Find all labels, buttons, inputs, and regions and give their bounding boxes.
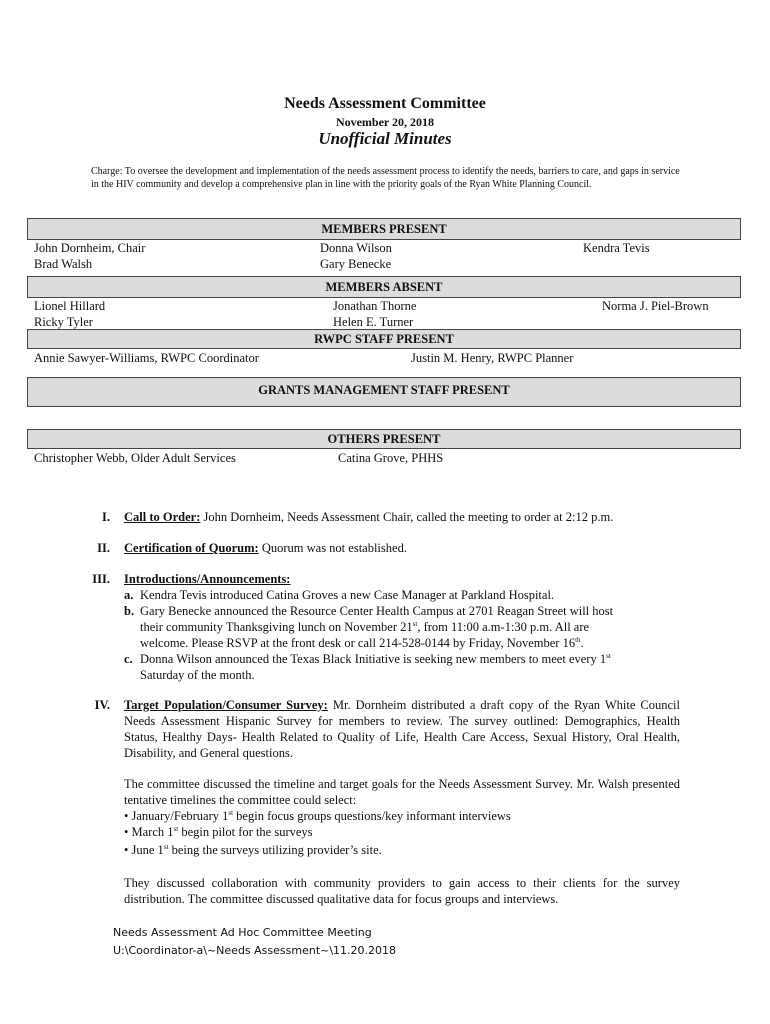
attendee-name: Annie Sawyer-Williams, RWPC Coordinator bbox=[34, 351, 259, 365]
list-item bbox=[124, 808, 680, 824]
section-heading: Target Population/Consumer Survey: bbox=[124, 698, 328, 712]
item-text: Kendra Tevis introduced Catina Groves a new Case Manager at Parkland Hospital. bbox=[140, 588, 555, 602]
bullet: • bbox=[124, 809, 129, 823]
section-call-to-order bbox=[124, 509, 680, 525]
item-text: Gary Benecke announced the Resource Center Health Campus at 2701 Reagan Street will host bbox=[140, 604, 614, 618]
section-heading: Certification of Quorum: bbox=[124, 541, 259, 555]
superscript: st bbox=[173, 824, 179, 833]
rwpc-staff-header: RWPC STAFF PRESENT bbox=[27, 329, 741, 349]
item-text: begin pilot for the surveys bbox=[178, 825, 313, 839]
members-absent-header: MEMBERS ABSENT bbox=[27, 276, 741, 298]
bullet: • bbox=[124, 825, 129, 839]
attendee-name: Lionel Hillard bbox=[34, 299, 106, 313]
item-text: their community Thanksgiving lunch on November 21 bbox=[140, 620, 413, 634]
members-present-col2 bbox=[320, 240, 392, 272]
grants-staff-label: GRANTS MANAGEMENT STAFF PRESENT bbox=[258, 383, 510, 397]
members-present-col3 bbox=[583, 240, 650, 256]
item-text: being the surveys utilizing provider’s site. bbox=[168, 843, 382, 857]
superscript: st bbox=[606, 651, 611, 660]
members-absent-col2 bbox=[333, 298, 416, 330]
others-present-col2 bbox=[338, 450, 443, 466]
item-label: c. bbox=[124, 652, 133, 666]
grants-staff-header bbox=[27, 377, 741, 407]
superscript: st bbox=[228, 808, 234, 817]
superscript: st bbox=[163, 842, 169, 851]
timeline-list bbox=[124, 808, 680, 858]
meeting-date: November 20, 2018 bbox=[335, 115, 435, 129]
item-label: b. bbox=[124, 604, 135, 618]
attendee-name: Catina Grove, PHHS bbox=[338, 451, 444, 465]
announcement-c bbox=[124, 651, 680, 683]
members-present-col1 bbox=[34, 240, 145, 272]
item-text: Saturday of the month. bbox=[140, 668, 255, 682]
attendee-name: Ricky Tyler bbox=[34, 315, 93, 329]
item-text: Donna Wilson announced the Texas Black Initiative is seeking new members to meet every 1 bbox=[140, 652, 607, 666]
attendee-name: Donna Wilson bbox=[320, 241, 392, 255]
announcement-a bbox=[124, 587, 680, 603]
attendee-name: Gary Benecke bbox=[320, 257, 392, 271]
section-text: John Dornheim, Needs Assessment Chair, called the meeting to order at 2:12 p.m. bbox=[200, 510, 614, 524]
list-item bbox=[124, 842, 680, 858]
footer-file-path: U:\Coordinator-a\~Needs Assessment~\11.20.2018 bbox=[113, 944, 397, 957]
section-text: Quorum was not established. bbox=[258, 541, 407, 555]
others-present-col1 bbox=[34, 450, 236, 466]
document-subtitle: Unofficial Minutes bbox=[318, 129, 452, 148]
attendee-name: Brad Walsh bbox=[34, 257, 93, 271]
timeline-paragraph: The committee discussed the timeline and target goals for the Needs Assessment Survey. Mr. Walsh presented tentative timelines the committee could select: bbox=[124, 777, 680, 807]
committee-charge: Charge: To oversee the development and implementation of the needs assessment process to identify the needs, barriers to care, and gaps in service in the HIV community and develop a comprehensive plan in line with the priority goals of the Ryan White Planning Council. bbox=[91, 166, 680, 190]
members-absent-col1 bbox=[34, 298, 105, 330]
others-present-header: OTHERS PRESENT bbox=[27, 429, 741, 449]
attendee-name: Jonathan Thorne bbox=[333, 299, 417, 313]
section-number: I. bbox=[102, 510, 110, 524]
attendee-name: Christopher Webb, Older Adult Services bbox=[34, 451, 236, 465]
rwpc-staff-col1 bbox=[34, 350, 259, 366]
item-text: June 1 bbox=[131, 843, 164, 857]
section-number: IV. bbox=[94, 698, 110, 712]
superscript: st bbox=[412, 619, 418, 628]
section-heading: Introductions/Announcements: bbox=[124, 572, 291, 586]
members-absent-col3 bbox=[602, 298, 709, 314]
announcement-b bbox=[124, 603, 680, 651]
item-text: March 1 bbox=[131, 825, 174, 839]
section-announcements bbox=[124, 571, 680, 587]
attendee-name: John Dornheim, Chair bbox=[34, 241, 146, 255]
superscript: th bbox=[575, 635, 581, 644]
attendee-name: Norma J. Piel-Brown bbox=[602, 299, 709, 313]
section-text: Mr. Dornheim distributed a draft copy of the Ryan White Council Needs Assessment Hispanic Survey for members to review. The survey outlined: Demographics, Health Status, Healthy Days- Health Related to Quality of Life, Health Care Access, Sexual History, Oral Health, Disability, and General questions. bbox=[124, 698, 680, 760]
section-number: III. bbox=[92, 572, 110, 586]
attendee-name: Kendra Tevis bbox=[583, 241, 650, 255]
item-text: begin focus groups questions/key informant interviews bbox=[233, 809, 511, 823]
collaboration-paragraph: They discussed collaboration with community providers to gain access to their clients for the survey distribution. The committee discussed qualitative data for focus groups and interviews. bbox=[124, 876, 680, 906]
attendee-name: Justin M. Henry, RWPC Planner bbox=[411, 351, 574, 365]
item-text: welcome. Please RSVP at the front desk or call 214-528-0144 by Friday, November 16 bbox=[140, 636, 576, 650]
item-label: a. bbox=[124, 588, 134, 602]
list-item bbox=[124, 824, 680, 840]
bullet: • bbox=[124, 843, 129, 857]
document-title: Needs Assessment Committee bbox=[284, 95, 486, 112]
item-text: . bbox=[580, 636, 584, 650]
item-text: January/February 1 bbox=[131, 809, 229, 823]
attendee-name: Helen E. Turner bbox=[333, 315, 414, 329]
item-text: , from 11:00 a.m-1:30 p.m. All are bbox=[417, 620, 590, 634]
members-present-header: MEMBERS PRESENT bbox=[27, 218, 741, 240]
section-heading: Call to Order: bbox=[124, 510, 201, 524]
footer-meeting-name: Needs Assessment Ad Hoc Committee Meeting bbox=[113, 926, 372, 939]
section-number: II. bbox=[97, 541, 110, 555]
rwpc-staff-col2 bbox=[411, 350, 573, 366]
section-quorum bbox=[124, 540, 680, 556]
section-target-population bbox=[124, 697, 680, 761]
